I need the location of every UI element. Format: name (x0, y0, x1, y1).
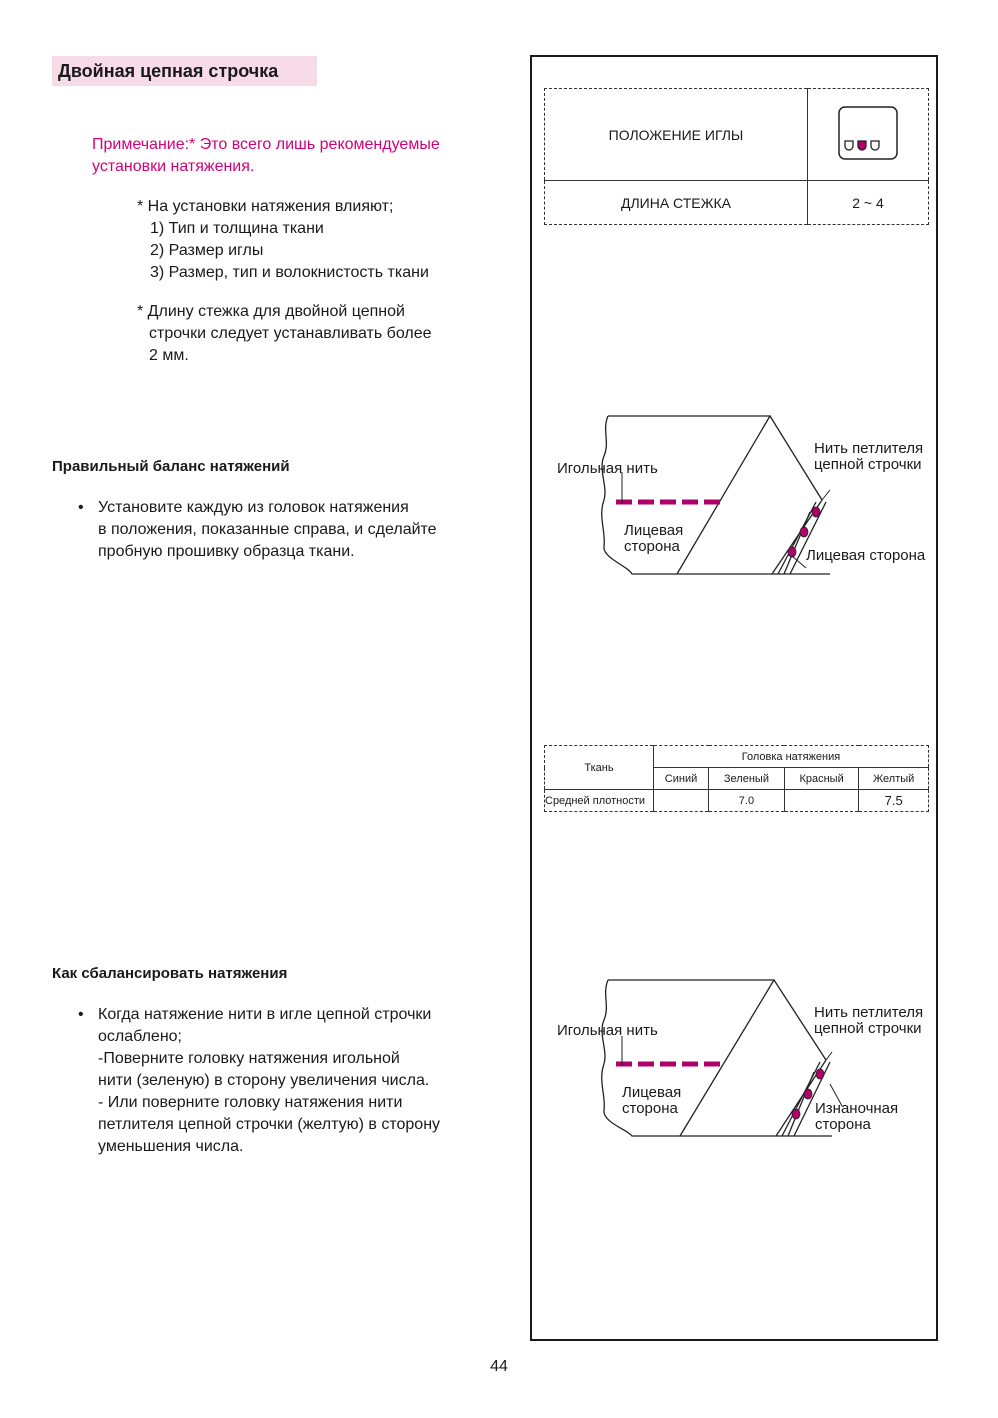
face-side-line: Лицевая (622, 1084, 682, 1101)
page-number: 44 (490, 1358, 508, 1375)
looper-thread-label-2 (814, 1005, 923, 1037)
needle-position-label: ПОЛОЖЕНИЕ ИГЛЫ (545, 89, 808, 181)
influence-intro: * На установки натяжения влияют; (137, 198, 394, 215)
section1-text (98, 497, 437, 563)
right-side-label-1: Лицевая сторона (806, 547, 926, 564)
note-line-2: установки натяжения. (92, 158, 255, 175)
right-side-label-2 (815, 1101, 898, 1133)
stitch-length-label: ДЛИНА СТЕЖКА (545, 181, 808, 225)
note (92, 134, 512, 178)
section2-line: уменьшения числа. (98, 1138, 244, 1155)
tension-table (544, 745, 929, 812)
section1-line: Установите каждую из головок натяжения (98, 499, 409, 516)
influence-item: 3) Размер, тип и волокнистость ткани (150, 264, 429, 281)
face-side-line: Лицевая (624, 522, 684, 539)
fabric-cell: Средней плотности (545, 790, 654, 812)
section-heading-howto: Как сбалансировать натяжения (52, 965, 288, 982)
value-blue (654, 790, 709, 812)
page-title: Двойная цепная строчка (52, 56, 317, 86)
needle-position-cell (808, 89, 929, 181)
note-line-1: Примечание:* Это всего лишь рекомендуемые (92, 136, 440, 153)
face-side-line: сторона (624, 538, 680, 555)
fabric-header: Ткань (545, 746, 654, 790)
influence-item: 2) Размер иглы (150, 242, 264, 259)
tension-header: Головка натяжения (654, 746, 929, 768)
stitch-note-line: строчки следует устанавливать более (149, 325, 432, 342)
bullet: • (78, 1006, 84, 1023)
face-side-label-1 (624, 523, 683, 555)
looper-thread-line: цепной строчки (814, 456, 922, 473)
right-side-line: сторона (815, 1116, 871, 1133)
col-red: Красный (784, 768, 859, 790)
section2-line: Когда натяжение нити в игле цепной строчки (98, 1006, 432, 1023)
stitch-note-line: * Длину стежка для двойной цепной (137, 303, 405, 320)
section2-text (98, 1004, 440, 1158)
right-panel (530, 55, 938, 1341)
needle-thread-label-2: Игольная нить (557, 1022, 658, 1039)
section2-line: - Или поверните головку натяжения нити (98, 1094, 403, 1111)
face-side-line: сторона (622, 1100, 678, 1117)
col-yellow: Желтый (859, 768, 929, 790)
looper-thread-label-1 (814, 441, 923, 473)
stitch-length-value: 2 ~ 4 (808, 181, 929, 225)
influence-item: 1) Тип и толщина ткани (150, 220, 324, 237)
section2-line: ослаблено; (98, 1028, 182, 1045)
section2-line: петлителя цепной строчки (желтую) в сторону (98, 1116, 441, 1133)
needle-position-icon (836, 104, 900, 162)
col-green: Зеленый (709, 768, 785, 790)
value-green: 7.0 (709, 790, 785, 812)
stitch-note (137, 301, 432, 367)
section1-line: в положения, показанные справа, и сделайте (98, 521, 437, 538)
right-side-line: Изнаночная (815, 1100, 899, 1117)
looper-thread-line: Нить петлителя (814, 1004, 924, 1021)
value-yellow: 7.5 (859, 790, 929, 812)
looper-thread-line: цепной строчки (814, 1020, 922, 1037)
influence-list (150, 218, 429, 284)
section1-line: пробную прошивку образца ткани. (98, 543, 355, 560)
value-red (784, 790, 859, 812)
section2-line: нити (зеленую) в сторону увеличения числа. (98, 1072, 430, 1089)
col-blue: Синий (654, 768, 709, 790)
needle-thread-label-1: Игольная нить (557, 460, 658, 477)
face-side-label-2 (622, 1085, 681, 1117)
section-heading-balance: Правильный баланс натяжений (52, 458, 290, 475)
bullet: • (78, 499, 84, 516)
stitch-note-line: 2 мм. (149, 347, 189, 364)
section2-line: -Поверните головку натяжения игольной (98, 1050, 400, 1067)
looper-thread-line: Нить петлителя (814, 440, 924, 457)
settings-table (544, 88, 929, 225)
